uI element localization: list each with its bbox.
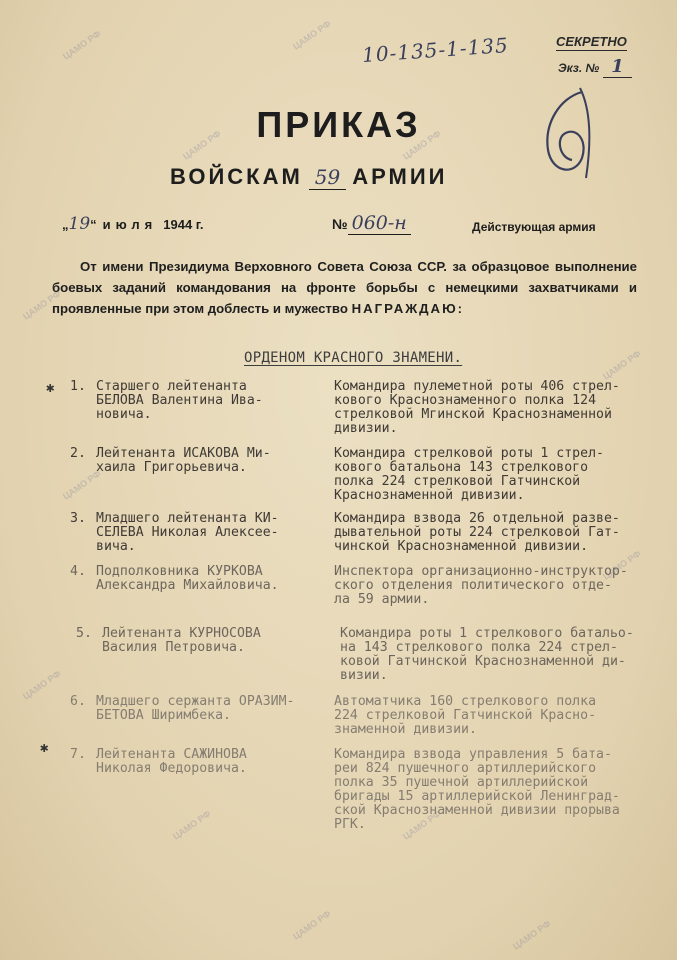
order-number-line xyxy=(332,212,411,234)
subtitle-prefix: ВОЙСКАМ xyxy=(170,164,303,189)
watermark: ЦАМО РФ xyxy=(291,18,333,52)
order-number-label: № xyxy=(332,216,348,232)
watermark: ЦАМО РФ xyxy=(511,918,553,952)
entry-number: 6. xyxy=(70,694,86,709)
entry-number: 2. xyxy=(70,446,86,461)
order-number: 060-н xyxy=(348,212,411,235)
asterisk-mark-icon: ✱ xyxy=(46,380,55,396)
entry-number: 1. xyxy=(70,379,86,394)
entry-person: Лейтенанта САЖИНОВА Николая Федоровича. xyxy=(96,747,247,776)
watermark: ЦАМО РФ xyxy=(401,808,443,842)
secret-label: СЕКРЕТНО xyxy=(556,34,627,49)
entry-person: Лейтенанта КУРНОСОВА Василия Петровича. xyxy=(102,626,261,655)
entry-position: Командира стрелковой роты 1 стрел- кового батальона 143 стрелкового полка 224 стрелковой Гатчинской Краснознаменной дивизии. xyxy=(334,446,604,503)
copy-label: Экз. № xyxy=(558,61,600,75)
intro-text: От имени Президиума Верховного Совета Союза ССР. за образцовое выполнение боевых заданий командования на фронте борьбы с немецкими захватчиками и проявленные при этом доблесть и мужество xyxy=(52,259,637,316)
watermark: ЦАМО РФ xyxy=(21,668,63,702)
watermark: ЦАМО РФ xyxy=(291,908,333,942)
entry-person: Лейтенанта ИСАКОВА Ми- хаила Григорьевича. xyxy=(96,446,271,475)
entry-person: Подполковника КУРКОВА Александра Михайловича. xyxy=(96,564,279,593)
award-order-name: ОРДЕНОМ КРАСНОГО ЗНАМЕНИ. xyxy=(244,350,463,366)
entry-position: Командира пулеметной роты 406 стрел- кового Краснознаменного полка 124 стрелковой Мгинской Краснознаменной дивизии. xyxy=(334,379,620,436)
order-day: 19 xyxy=(68,214,91,234)
award-word: НАГРАЖДАЮ: xyxy=(351,301,465,316)
watermark: ЦАМО РФ xyxy=(181,128,223,162)
location-label: Действующая армия xyxy=(472,220,596,234)
entry-position: Инспектора организационно-инструктор- ского отделения политического отде- ла 59 армии. xyxy=(334,564,628,607)
entry-person: Младшего лейтенанта КИ- СЕЛЕВА Николая Алексее- вича. xyxy=(96,511,279,554)
watermark: ЦАМО РФ xyxy=(171,808,213,842)
entry-number: 7. xyxy=(70,747,86,762)
army-number: 59 xyxy=(309,165,346,190)
archive-number: 10-135-1-135 xyxy=(361,32,510,68)
asterisk-mark-icon: ✱ xyxy=(40,740,49,756)
order-year: 1944 г. xyxy=(163,217,204,232)
entry-position: Командира взвода управления 5 бата- реи 824 пушечного артиллерийского полка 35 пушечной артиллерийской бригады 15 артиллерийской Ленинград- ской Краснознаменной дивизии прорыва РГК. xyxy=(334,747,620,832)
watermark: ЦАМО РФ xyxy=(601,348,643,382)
entry-position: Автоматчика 160 стрелкового полка 224 стрелковой Гатчинской Красно- знаменной дивизии. xyxy=(334,694,597,737)
entry-number: 3. xyxy=(70,511,86,526)
entry-position: Командира роты 1 стрелкового батальо- на 143 стрелкового полка 224 стрел- ковой Гатчинской Краснознаменной ди- визии. xyxy=(340,626,634,683)
document-subtitle xyxy=(170,164,447,190)
copy-number-line xyxy=(558,56,632,77)
entry-person: Старшего лейтенанта БЕЛОВА Валентина Ива- новича. xyxy=(96,379,263,422)
entry-position: Командира взвода 26 отдельной разве- дывательной роты 224 стрелковой Гат- чинской Краснознаменной дивизии. xyxy=(334,511,620,554)
order-month: июля xyxy=(102,217,158,232)
order-date: „19“ июля 1944 г. xyxy=(62,214,204,234)
watermark: ЦАМО РФ xyxy=(61,28,103,62)
subtitle-suffix: АРМИИ xyxy=(352,164,448,189)
watermark: ЦАМО РФ xyxy=(61,468,103,502)
document-title: ПРИКАЗ xyxy=(256,104,421,145)
watermark: ЦАМО РФ xyxy=(401,128,443,162)
watermark: ЦАМО РФ xyxy=(21,288,63,322)
intro-paragraph xyxy=(52,256,637,319)
entry-number: 4. xyxy=(70,564,86,579)
entry-person: Младшего сержанта ОРАЗИМ- БЕТОВА Ширимбека. xyxy=(96,694,295,723)
copy-number: 1 xyxy=(603,56,632,78)
entry-number: 5. xyxy=(76,626,92,641)
watermark: ЦАМО РФ xyxy=(601,548,643,582)
